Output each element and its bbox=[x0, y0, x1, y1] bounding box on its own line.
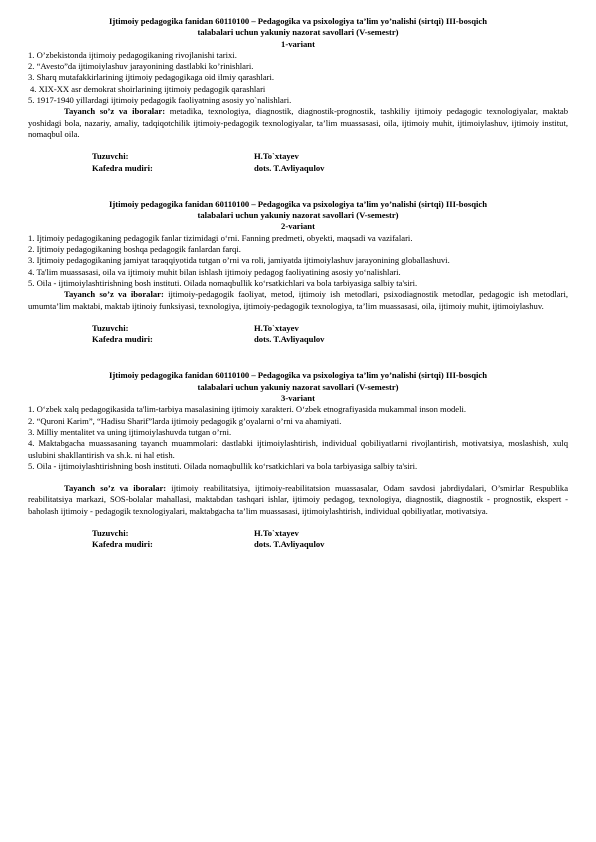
signer-role: Tuzuvchi: bbox=[92, 151, 129, 162]
variant-label: 2-variant bbox=[281, 221, 315, 232]
variant-header bbox=[28, 199, 568, 233]
question-item: 2. “Quroni Karim”, “Hadisu Sharif”larda ijtimoiy pedagogik g’oyalarni o’rni va ahamiyati. bbox=[28, 415, 342, 426]
signature-block bbox=[28, 323, 568, 346]
spacer bbox=[28, 312, 568, 323]
question-item: 4. Maktabgacha muassasaning tayanch muammolari: dastlabki ijtimoiylashtirish, individual qobiliyatlarni rivojlantirish, motivatsiya, moslashish, xulq uslubini shakllantirish va sh.k. ni hal etish. bbox=[28, 438, 568, 460]
key-terms-label: Tayanch so’z va iboralar: bbox=[64, 106, 166, 117]
variant-header bbox=[28, 370, 568, 404]
key-terms-text: ijtimoiy reabilitatsiya, ijtimoiy-reabilitatsion muassasalar, Odam savdosi jabrdiydalari, O’smirlar Respublika reabilitatsiya markazi, SOS-bolalar mahallasi, maktabdan tashqari ishlar, ijtimoiy pedagog, texnologiya, diagnostik, diagnostik - prognostik, ekspert - baholash ijtimoiy - pedagogik texnologiyalari, maktabgacha ta’lim muassasasi, ijtimoiylashtirish, individual qobiliyatlar, motivatsiya. bbox=[28, 483, 569, 516]
signer-name: dots. T.Avliyaqulov bbox=[254, 162, 325, 173]
key-terms bbox=[28, 289, 568, 312]
header-title-line2: talabalari uchun yakuniy nazorat savollari (V-semestr) bbox=[197, 27, 399, 38]
signature-block bbox=[28, 528, 568, 551]
header-title-line1: Ijtimoiy pedagogika fanidan 60110100 – Pedagogika va psixologiya ta’lim yo’nalishi (sirtqi) III-bosqich bbox=[109, 370, 487, 381]
signer-role: Kafedra mudiri: bbox=[92, 334, 153, 345]
signer-name: dots. T.Avliyaqulov bbox=[254, 539, 325, 550]
key-terms-text: ijtimoiy-pedagogik faoliyat, metod, ijtimoiy ish metodlari, psixodiagnostik metodlar, pedagogic ish metodlari, umumta’lim maktabi, maktab ijtinoiy funksiyasi, texnologiya, ijtimoiy-pedagogik texnologiya, ta’lim muassasasi, oila, ijtimoiy muhit, ijtimoiylashuv. bbox=[28, 289, 568, 311]
key-terms-label: Tayanch so’z va iboralar: bbox=[64, 483, 167, 494]
variant-3 bbox=[28, 370, 568, 550]
header-title-line1: Ijtimoiy pedagogika fanidan 60110100 – Pedagogika va psixologiya ta’lim yo’nalishi (sirtqi) III-bosqich bbox=[109, 198, 487, 209]
variant-1 bbox=[28, 16, 568, 174]
question-item: 4. XIX-XX asr demokrat shoirlarining ijtimoiy pedagogik qarashlari bbox=[30, 83, 266, 94]
variant-header bbox=[28, 16, 568, 50]
question-item: 3. Sharq mutafakkirlarining ijtimoiy pedagogikaga oid ilmiy qarashlari. bbox=[28, 72, 275, 83]
key-terms bbox=[28, 106, 568, 140]
key-terms-text: metadika, texnologiya, diagnostik, diagnostik-prognostik, tashkiliy ijtimoiy pedagogic texnologiyalar, maktab yoshidagi bola, nazariy, amaliy, tadqiqotchilik ijtimoiy-pedagogik texnologiyalar, ta’lim muassasasi, oila, ijtimoiy muhit, ijtimoiylashuv, ijtimoiy institut, nomaqbul oila. bbox=[28, 106, 569, 139]
question-item: 2. Ijtimoiy pedagogikaning boshqa pedagogik fanlardan farqi. bbox=[28, 244, 241, 255]
question-item: 1. Ijtimoiy pedagogikaning pedagogik fanlar tizimidagi o‘rni. Fanning predmeti, obyekti, maqsadi va vazifalari. bbox=[28, 232, 413, 243]
question-item: 5. Oila - ijtimoiylashtirishning bosh instituti. Oilada nomaqbullik ko‘rsatkichlari va bola tarbiyasiga salbiy ta'siri. bbox=[28, 460, 418, 471]
question-item: 1. O’zbekistonda ijtimoiy pedagogikaning rivojlanishi tarixi. bbox=[28, 49, 237, 60]
spacer bbox=[28, 472, 568, 483]
key-terms-label: Tayanch so’z va iboralar: bbox=[64, 289, 164, 300]
question-list bbox=[28, 50, 568, 106]
variant-label: 3-variant bbox=[281, 393, 315, 404]
question-list bbox=[28, 404, 568, 472]
question-list bbox=[28, 233, 568, 289]
signer-name: dots. T.Avliyaqulov bbox=[254, 334, 325, 345]
signer-role: Kafedra mudiri: bbox=[92, 539, 153, 550]
question-item: 1. O‘zbek xalq pedagogikasida ta'lim-tarbiya masalasining ijtimoiy xarakteri. O‘zbek etnografiyasida mukammal inson modeli. bbox=[28, 404, 467, 415]
signer-name: H.To`xtayev bbox=[254, 527, 299, 538]
signer-name: H.To`xtayev bbox=[254, 151, 299, 162]
spacer bbox=[28, 140, 568, 151]
signature-block bbox=[28, 151, 568, 174]
header-title-line2: talabalari uchun yakuniy nazorat savollari (V-semestr) bbox=[197, 381, 399, 392]
question-item: 5. Oila - ijtimoiylashtirishning bosh instituti. Oilada nomaqbullik ko‘rsatkichlari va bola tarbiyasiga salbiy ta'siri. bbox=[28, 277, 418, 288]
spacer bbox=[28, 517, 568, 528]
header-title-line2: talabalari uchun yakuniy nazorat savollari (V-semestr) bbox=[197, 210, 399, 221]
variant-2 bbox=[28, 199, 568, 346]
question-item: 2. “Avesto”da ijtimoiylashuv jarayonining dastlabki ko’rinishlari. bbox=[28, 61, 254, 72]
header-title-line1: Ijtimoiy pedagogika fanidan 60110100 – Pedagogika va psixologiya ta’lim yo’nalishi (sirtqi) III-bosqich bbox=[109, 16, 487, 26]
signer-role: Tuzuvchi: bbox=[92, 527, 129, 538]
variant-label: 1-variant bbox=[281, 38, 315, 49]
question-item: 3. Milliy mentalitet va uning ijtimoiylashuvda tutgan o’rni. bbox=[28, 426, 232, 437]
signer-role: Tuzuvchi: bbox=[92, 322, 129, 333]
key-terms bbox=[28, 483, 568, 517]
signer-name: H.To`xtayev bbox=[254, 322, 299, 333]
question-item: 5. 1917-1940 yillardagi ijtimoiy pedagogik faoliyatning asosiy yo`nalishlari. bbox=[28, 95, 292, 106]
question-item: 3. Ijtimoiy pedagogikaning jamiyat taraqqiyotida tutgan o’rni va roli, jamiyatda ijtimoiylashuv jarayonining globallashuvi. bbox=[28, 255, 450, 266]
question-item: 4. Ta'lim muassasasi, oila va ijtimoiy muhit bilan ishlash ijtimoiy pedagog faoliyatining asosiy yo‘nalishlari. bbox=[28, 266, 401, 277]
signer-role: Kafedra mudiri: bbox=[92, 162, 153, 173]
